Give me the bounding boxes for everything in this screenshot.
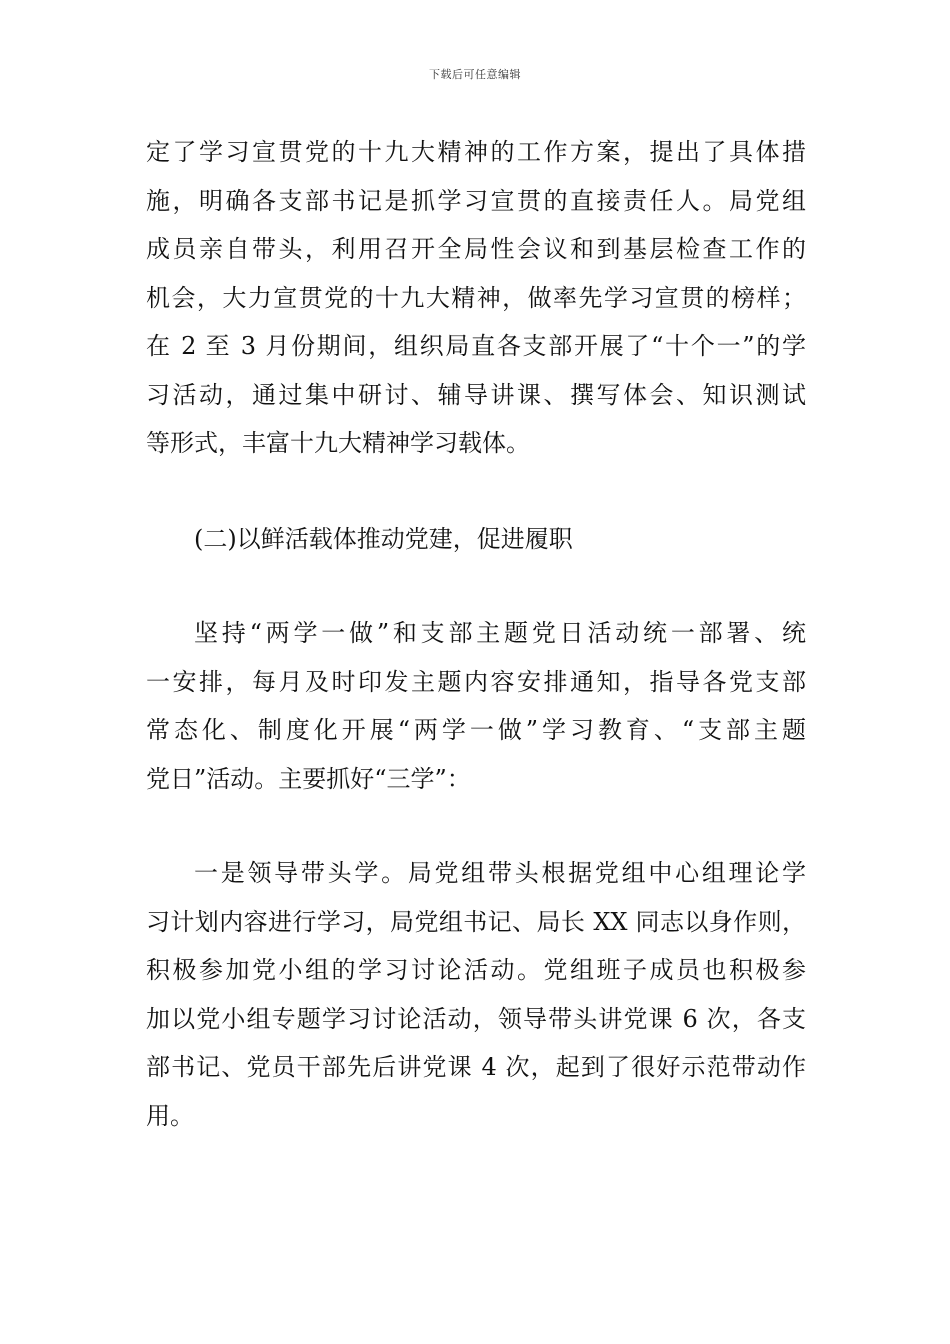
text-line: 等形式，丰富十九大精神学习载体。 [146, 429, 530, 457]
text-line: 习活动，通过集中研讨、辅导讲课、撰写体会、知识测试 [146, 380, 806, 409]
text-line: 一安排，每月及时印发主题内容安排通知，指导各党支部 [146, 667, 806, 696]
text-line: 积极参加党小组的学习讨论活动。党组班子成员也积极参 [146, 956, 806, 984]
page-header: 下载后可任意编辑 [429, 68, 521, 81]
text-line: 施，明确各支部书记是抓学习宣贯的直接责任人。局党组 [146, 186, 806, 215]
text-line: 成员亲自带头，利用召开全局性会议和到基层检查工作的 [146, 235, 806, 263]
document-body [146, 128, 806, 1140]
paragraph-2 [146, 609, 806, 803]
section-heading-text: (二)以鲜活载体推动党建，促进履职 [194, 524, 573, 553]
text-line: 习计划内容进行学习，局党组书记、局长 XX 同志以身作则， [146, 907, 806, 936]
paragraph-spacer [146, 563, 806, 609]
section-heading [146, 515, 806, 564]
text-line: 部书记、党员干部先后讲党课 4 次，起到了很好示范带动作 [146, 1053, 806, 1081]
paragraph-3 [146, 849, 806, 1140]
text-line: 加以党小组专题学习讨论活动，领导带头讲党课 6 次，各支 [146, 1004, 806, 1033]
text-line: 机会，大力宣贯党的十九大精神，做率先学习宣贯的榜样； [146, 283, 806, 312]
text-line: 常态化、制度化开展“两学一做”学习教育、“支部主题 [146, 716, 806, 744]
paragraph-spacer [146, 468, 806, 515]
text-line: 一是领导带头学。局党组带头根据党组中心组理论学 [194, 859, 806, 887]
paragraph-1 [146, 128, 806, 468]
text-line: 用。 [146, 1101, 194, 1130]
paragraph-spacer [146, 803, 806, 849]
text-line: 在 2 至 3 月份期间，组织局直各支部开展了“十个一”的学 [146, 332, 806, 360]
text-line: 定了学习宣贯党的十九大精神的工作方案，提出了具体措 [146, 138, 806, 166]
text-line: 坚持“两学一做”和支部主题党日活动统一部署、统 [194, 619, 806, 647]
text-line: 党日”活动。主要抓好“三学”： [146, 764, 471, 793]
